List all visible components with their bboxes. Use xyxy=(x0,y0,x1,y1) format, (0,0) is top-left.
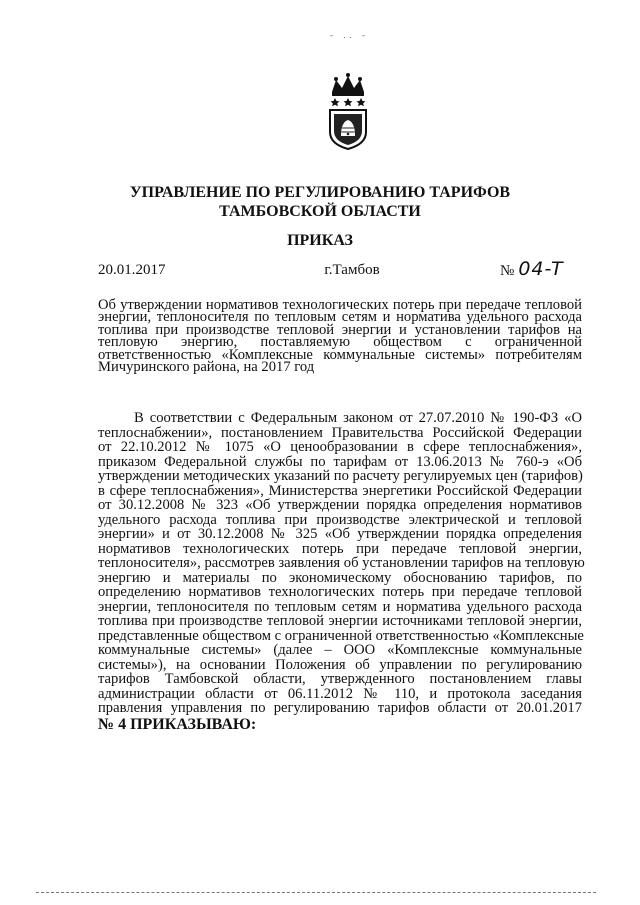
body-line: удельного расхода топлива при производстве электрической и тепловой xyxy=(98,511,582,528)
body-line: администрации области от 06.11.2012 № 110, и протокола заседания xyxy=(98,685,582,702)
number-label: № xyxy=(500,263,515,279)
body-line: энергию и материалы по экономическому обоснованию тарифов, по xyxy=(98,569,582,586)
handwritten-number: 04-T xyxy=(518,258,564,280)
body-line: В соответствии с Федеральным законом от 27.07.2010 № 190-ФЗ «О xyxy=(134,410,582,426)
body-line: коммунальные системы» (далее – ООО «Комплексные коммунальные xyxy=(98,642,582,658)
body-line: представленные обществом с ограниченной ответственностью «Комплексные xyxy=(98,627,584,644)
subject-line: топлива при производстве тепловой энергии и установлении тарифов на xyxy=(98,321,582,338)
body-line: тарифов Тамбовской области, утвержденного постановлением главы xyxy=(98,671,582,687)
body-line: приказом Федеральной службы по тарифам от 13.06.2013 № 760-э «Об xyxy=(98,453,582,470)
organization-name-line-2: ТАМБОВСКОЙ ОБЛАСТИ xyxy=(219,203,421,220)
body-line: правления управления по регулированию тарифов области от 20.01.2017 xyxy=(98,700,582,716)
body-line: энергии» и от 30.12.2008 № 325 «Об утверждении порядка определения xyxy=(98,526,582,542)
body-line: утверждении методических указаний по расчету регулируемых цен (тарифов) xyxy=(98,468,583,484)
order-command-line: № 4 ПРИКАЗЫВАЮ: xyxy=(98,715,257,733)
scan-mark: - .. - xyxy=(330,30,369,40)
subject-line: энергии, теплоносителя по тепловым сетям и норматива удельного расхода xyxy=(98,309,582,326)
subject-line: Об утверждении нормативов технологических потерь при передаче тепловой xyxy=(98,297,582,313)
body-line: теплоносителя», рассмотрев заявления об установлении тарифов на тепловую xyxy=(98,555,585,571)
body-line: от 22.10.2012 № 1075 «О ценообразовании в сфере теплоснабжения», xyxy=(98,439,582,455)
body-line: теплоснабжении», постановлением Правительства Российской Федерации xyxy=(98,424,582,441)
document-type-title: ПРИКАЗ xyxy=(287,232,353,249)
document-number xyxy=(500,258,564,280)
body-line: определению нормативов технологических потерь при передаче тепловой xyxy=(98,584,582,600)
body-line: в сфере теплоснабжения», Министерства энергетики Российской Федерации xyxy=(98,482,582,499)
organization-name-line-1: УПРАВЛЕНИЕ ПО РЕГУЛИРОВАНИЮ ТАРИФОВ xyxy=(129,184,511,201)
body-line: от 30.12.2008 № 323 «Об утверждении порядка определения нормативов xyxy=(98,497,582,513)
document-date: 20.01.2017 xyxy=(98,262,166,278)
body-line: нормативов технологических потерь при передаче тепловой энергии, xyxy=(98,540,582,557)
body-line: энергии, теплоносителя по тепловым сетям и норматива удельного расхода xyxy=(98,598,582,615)
order-subject xyxy=(98,297,582,376)
coat-of-arms-icon xyxy=(318,70,378,150)
subject-line: ответственностью «Комплексные коммунальные системы» потребителям xyxy=(98,346,582,363)
scan-footer-marks xyxy=(36,892,596,897)
body-line: топлива при производстве тепловой энергии источниками тепловой энергии, xyxy=(98,613,582,629)
subject-line: тепловую энергию, поставляемую обществом с ограниченной xyxy=(98,334,582,351)
document-city: г.Тамбов xyxy=(324,262,380,278)
body-line: системы»), на основании Положения об управлении по регулированию xyxy=(98,656,582,673)
order-body xyxy=(98,410,585,734)
subject-line: Мичуринского района, на 2017 год xyxy=(98,359,315,376)
